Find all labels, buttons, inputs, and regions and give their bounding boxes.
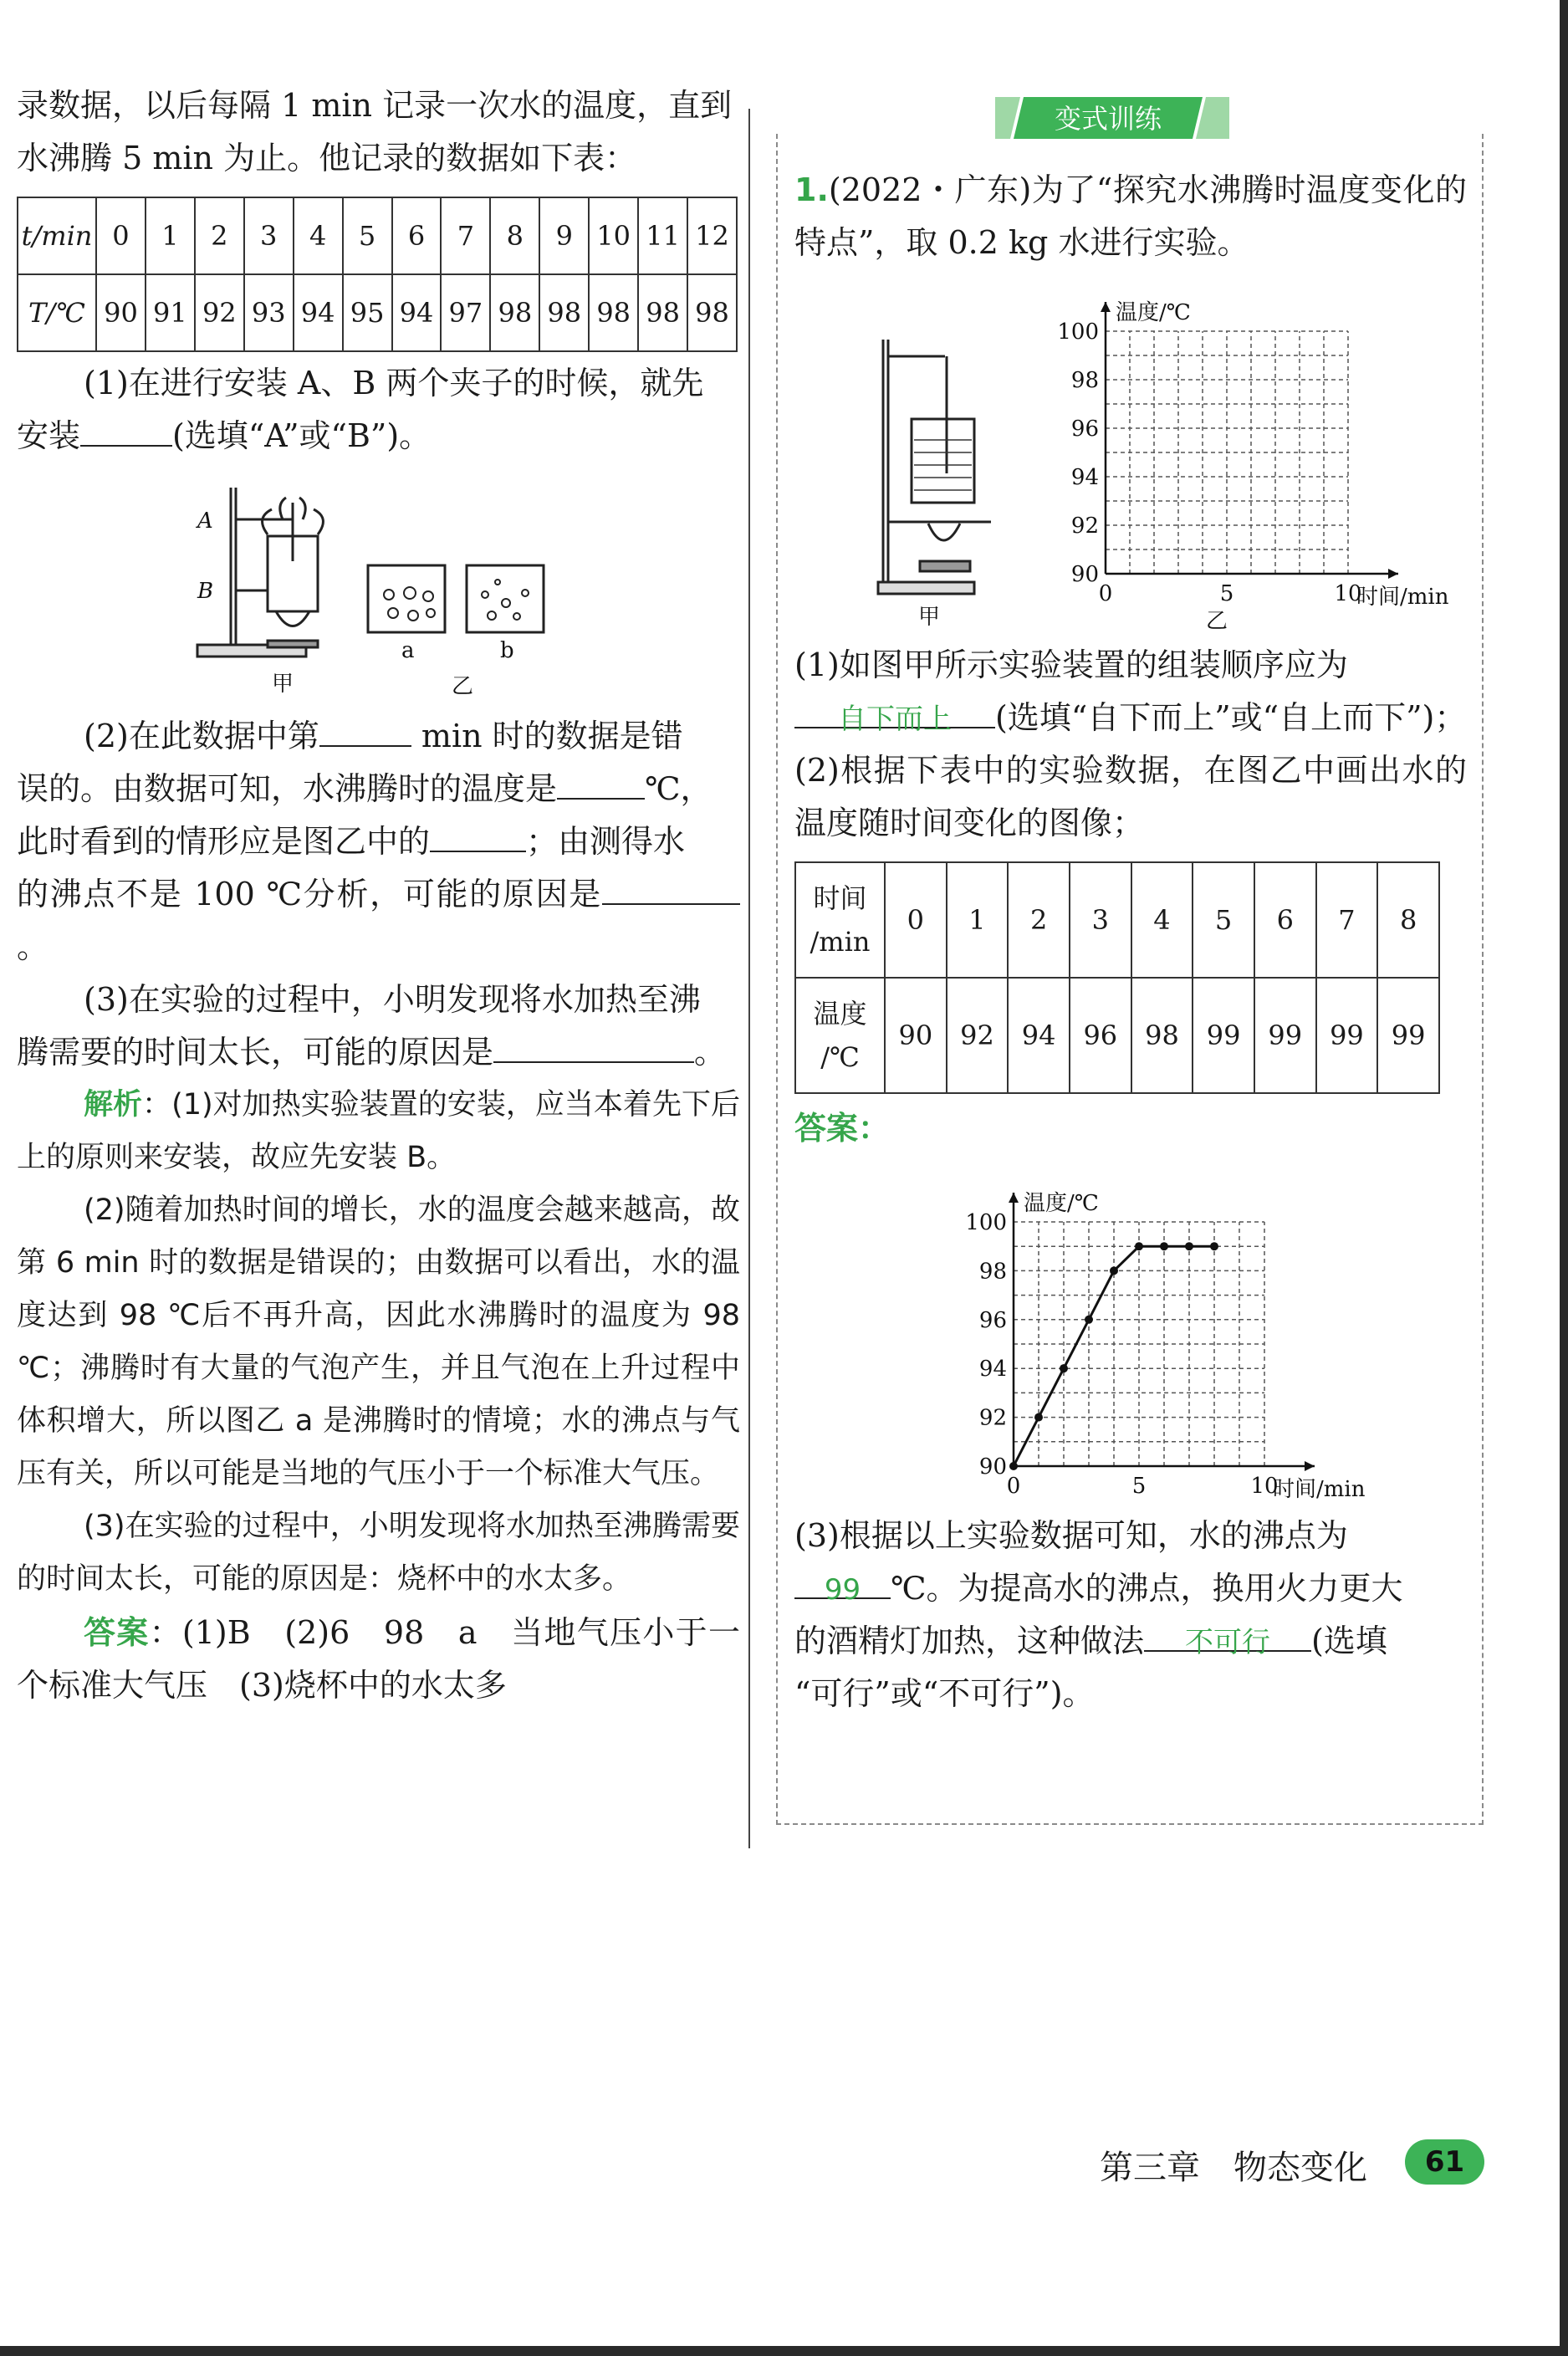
q2-line-d [17,868,740,974]
page-edge-right [1560,0,1568,2356]
r-q1-answer-line [794,692,1467,744]
table-cell: 3 [244,197,294,274]
label-b: b [500,638,514,663]
q1-line-a: (1)在进行安装 A、B 两个夹子的时候，就先 [84,365,704,401]
table-cell: 94 [294,274,343,351]
data-point [1135,1242,1143,1250]
data-point [1060,1364,1068,1372]
table-cell: 5 [1193,862,1254,978]
r-q3-line-c [794,1615,1467,1668]
right-data-table [794,861,1440,1094]
table-cell: 0 [885,862,947,978]
answer-label: 答案 [84,1613,150,1651]
answer-blank-filled[interactable]: 99 [794,1564,891,1599]
data-point [1110,1266,1118,1275]
x-tick-label: 0 [1006,1474,1021,1499]
empty-temperature-graph [1057,300,1448,610]
y-tick-label: 94 [978,1357,1007,1382]
q3-text: 。 [694,1034,727,1071]
answer-blank[interactable] [430,817,526,852]
q1-line-b [17,410,740,463]
r-q3-text: ℃。为提高水的沸点，换用火力更大 [891,1570,1403,1607]
table-cell: 91 [146,274,195,351]
table-cell: 3 [1070,862,1131,978]
y-axis-arrow [1101,302,1111,312]
table-cell: 6 [392,197,442,274]
analysis-1 [17,1079,740,1184]
r-q3-line-a: (3)根据以上实验数据可知，水的沸点为 [794,1517,1348,1554]
answer-blank-filled[interactable]: 不可行 [1144,1617,1311,1652]
intro-line-1: 录数据，以后每隔 1 min 记录一次水的温度，直到 [17,87,733,124]
data-point [1160,1242,1168,1250]
y-tick-label: 94 [1070,465,1099,490]
data-point [1034,1413,1043,1422]
table-cell: 6 [1254,862,1316,978]
q2-text: ℃， [645,770,712,807]
table-cell: 2 [195,197,244,274]
table-row [18,274,737,351]
intro-line-2: 水沸腾 5 min 为止。他记录的数据如下表： [17,140,637,176]
analysis-label: 解析 [84,1088,143,1122]
table-cell: 9 [539,197,589,274]
label-B: B [197,579,214,604]
r-q2-line: (2)根据下表中的实验数据，在图乙中画出水的温度随时间变化的图像； [794,752,1467,841]
table-cell: 99 [1316,978,1378,1093]
analysis-3: (3)在实验的过程中，小明发现将水加热至沸腾需要的时间太长，可能的原因是：烧杯中的水太多。 [17,1510,740,1596]
table-cell: 98 [1131,978,1193,1093]
table-cell: 7 [1316,862,1378,978]
y-tick-label: 98 [978,1259,1007,1285]
q2-text: (2)在此数据中第 [84,718,319,754]
q2-text: ；由测得水 [526,823,686,860]
data-point [1085,1316,1093,1324]
q3-text: 腾需要的时间太长，可能的原因是 [17,1034,494,1071]
table-header-cell: T/℃ [18,274,96,351]
q3-line-b [17,1026,740,1079]
x-axis-arrow [1305,1461,1315,1471]
x-tick-label: 0 [1098,581,1113,606]
table-cell: 94 [392,274,442,351]
figure-label-jia: 甲 [918,605,941,630]
table-cell: 98 [638,274,687,351]
table-cell: 95 [343,274,392,351]
table-cell: 92 [947,978,1009,1093]
label-A: A [197,509,213,534]
table-cell: 90 [96,274,146,351]
table-cell: 96 [1070,978,1131,1093]
table-cell: 94 [1008,978,1070,1093]
label-yi: 乙 [452,674,474,699]
q2-text: 误的。由数据可知，水沸腾时的温度是 [17,770,558,807]
answer-blank[interactable] [557,764,645,800]
table-cell: 92 [195,274,244,351]
x-tick-label: 5 [1131,1474,1147,1499]
r-q3-text: (选填 [1311,1623,1387,1659]
apparatus-figure [17,469,740,703]
r-q1-line: (1)如图甲所示实验装置的组装顺序应为 [794,646,1348,683]
right-figure [794,273,1463,632]
table-header-cell [795,862,885,978]
table-cell: 93 [244,274,294,351]
page-edge-bottom [0,2346,1568,2356]
left-column [17,79,740,1712]
table-cell: 99 [1377,978,1439,1093]
x-tick-label: 10 [1334,581,1362,606]
table-cell: 98 [539,274,589,351]
label-a: a [401,638,415,663]
table-cell: 5 [343,197,392,274]
header-text: /℃ [820,1041,860,1073]
y-tick-label: 92 [978,1405,1007,1431]
header-text: 温度 [813,998,867,1030]
q2-text: 。 [17,928,49,965]
table-header-cell [795,978,885,1093]
table-cell: 90 [885,978,947,1093]
y-axis-arrow [1009,1193,1019,1203]
y-tick-label: 90 [1070,562,1099,587]
answer-text: ：(1)B (2)6 98 a 当地气压小于一个标准大气压 (3)烧杯中的水太多 [17,1614,740,1704]
answer-line [17,1606,740,1712]
table-cell: 0 [96,197,146,274]
column-divider [748,109,750,1848]
data-point [1185,1242,1193,1250]
q2-text: 此时看到的情形应是图乙中的 [17,823,431,860]
y-tick-label: 92 [1070,514,1099,539]
y-axis-label: 温度/℃ [1116,300,1191,325]
x-tick-label: 5 [1219,581,1234,606]
answer-chart [794,1155,1463,1506]
r-answer-label [794,1102,1467,1155]
table-cell: 7 [441,197,490,274]
r-q3-text: 的酒精灯加热，这种做法 [794,1623,1145,1659]
table-cell: 4 [1131,862,1193,978]
q2-line-a [17,710,740,763]
label-jia: 甲 [272,672,294,697]
y-tick-label: 96 [978,1307,1007,1333]
table-cell: 99 [1193,978,1254,1093]
y-tick-label: 100 [1057,319,1099,345]
data-point [1009,1462,1018,1470]
table-row [795,862,1439,978]
y-tick-label: 100 [965,1210,1007,1235]
header-text: /min [810,926,871,958]
analysis-text: ：(1)对加热实验装置的安装，应当本着先下后上的原则来安装，故应先安装 B。 [17,1088,740,1174]
table-cell: 10 [589,197,638,274]
r-q3-line-e: “可行”或“不可行”)。 [794,1675,1095,1712]
q2-text: min 时的数据是错 [421,718,683,754]
table-cell: 4 [294,197,343,274]
table-cell: 2 [1008,862,1070,978]
table-cell: 98 [589,274,638,351]
r-q1-text: (选填“自下而上”或“自上而下”)； [995,699,1467,736]
table-cell: 8 [1377,862,1439,978]
q1-text-2: (选填“A”或“B”)。 [172,417,432,454]
x-tick-label: 10 [1250,1474,1279,1499]
q1-text: 安装 [17,417,81,454]
table-row [18,197,737,274]
answer-blank[interactable] [319,712,411,747]
answer-blank[interactable] [80,411,172,447]
table-cell: 98 [490,274,539,351]
q2-text: 的沸点不是 100 ℃分析，可能的原因是 [17,876,602,912]
question-number: 1. [794,171,829,208]
answer-blank[interactable] [493,1028,694,1063]
table-cell: 99 [1254,978,1316,1093]
figure-label-yi: 乙 [1206,609,1228,632]
x-axis-arrow [1388,569,1398,579]
header-text: 时间 [813,882,867,914]
question-text: (2022・广东)为了“探究水沸腾时温度变化的特点”，取 0.2 kg 水进行实验。 [794,171,1467,261]
table-cell: 1 [947,862,1009,978]
y-tick-label: 98 [1070,368,1099,393]
left-data-table [17,197,738,352]
answer-label: 答案： [794,1110,891,1147]
y-tick-label: 96 [1070,417,1099,442]
table-cell: 97 [441,274,490,351]
q2-line-c [17,815,740,868]
table-row [795,978,1439,1093]
y-axis-label: 温度/℃ [1024,1191,1099,1216]
q2-line-b [17,763,740,815]
table-cell: 1 [146,197,195,274]
answer-blank-filled[interactable]: 自下而上 [794,693,995,728]
table-cell: 12 [687,197,737,274]
analysis-2: (2)随着加热时间的增长，水的温度会越来越高，故第 6 min 时的数据是错误的；由数据可以看出，水的温度达到 98 ℃后不再升高，因此水沸腾时的温度为 98 ℃；沸腾时有大量的气泡产生，并且气泡在上升过程中体积增大，所以图乙 a 是沸腾时的情境；水的沸点与气压有关，所以可能是当地的气压小于一个标准大气压。 [17,1193,740,1490]
x-axis-label: 时间/min [1356,585,1449,610]
q3-line-a: (3)在实验的过程中，小明发现将水加热至沸 [84,981,701,1018]
y-tick-label: 90 [978,1454,1007,1480]
section-tag-text: 变式训练 [1054,103,1162,135]
table-header-cell: t/min [18,197,96,274]
right-q-intro [794,164,1467,269]
right-column [776,134,1484,1825]
x-axis-label: 时间/min [1273,1477,1366,1502]
table-cell: 8 [490,197,539,274]
chapter-footer: 第三章 物态变化 [1100,2149,1367,2187]
page-number-badge: 61 [1405,2139,1484,2185]
data-point [1210,1242,1218,1250]
answer-blank[interactable] [602,870,740,905]
table-cell: 98 [687,274,737,351]
r-q3-line-b [794,1562,1467,1615]
table-cell: 11 [638,197,687,274]
